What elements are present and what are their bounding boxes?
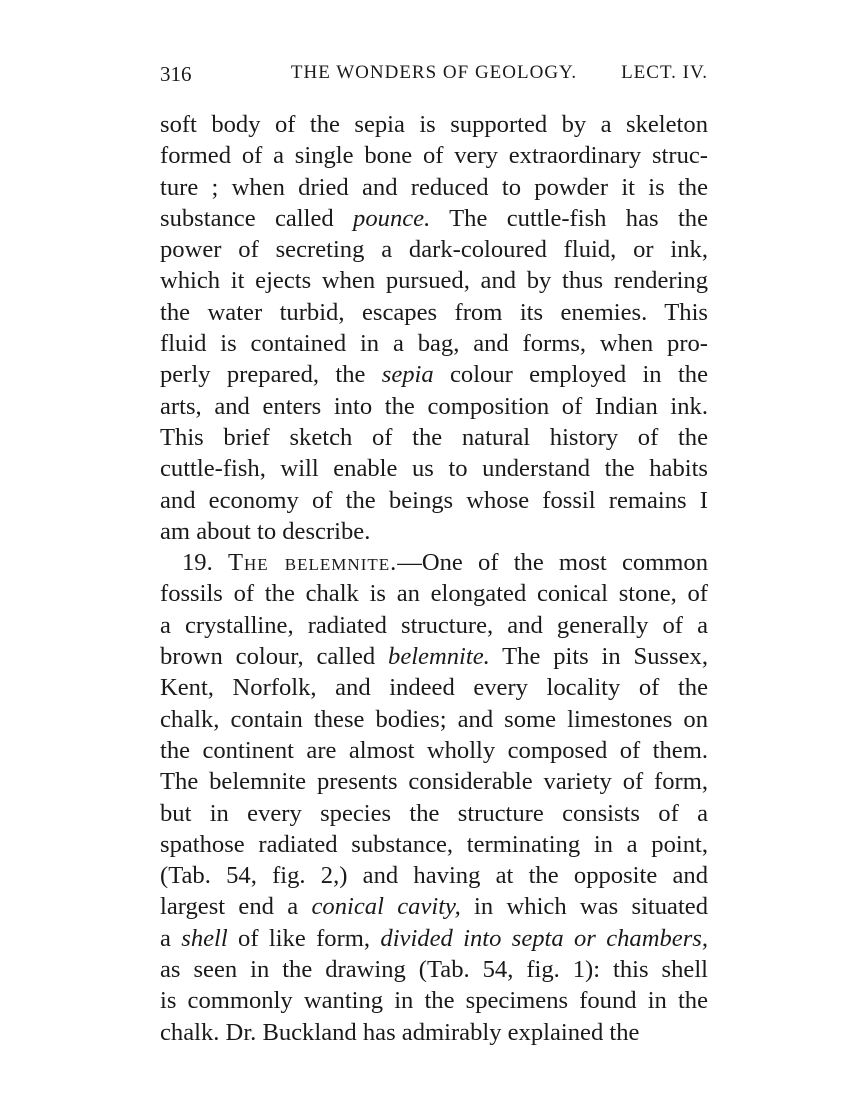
text-span: am about to describe. [160, 517, 371, 545]
text-line [160, 453, 708, 484]
text-span: The belemnite presents considerable variety of form, [160, 768, 708, 796]
text-line [160, 422, 708, 453]
text-span: soft body of the sepia is supported by a skeleton [160, 111, 708, 138]
text-span: perly prepared, the [160, 361, 382, 389]
text-span: which it ejects when pursued, and by thus rendering [160, 267, 708, 295]
text-span: substance called [160, 204, 354, 232]
text-span: chalk. Dr. Buckland has admirably explained the [160, 1018, 640, 1046]
text-line [160, 109, 708, 140]
page-number: 316 [160, 62, 192, 86]
text-span: of like form, [227, 924, 381, 952]
text-span: but in every species the structure consists of a [160, 799, 708, 827]
text-line [160, 547, 708, 578]
text-line [160, 485, 708, 516]
text-line [160, 516, 708, 547]
text-span: a [160, 924, 182, 952]
italic-term: pounce. [353, 204, 431, 232]
body-text [160, 109, 708, 1048]
text-span: The pits in Sussex, [489, 643, 708, 671]
text-span: as seen in the drawing (Tab. 54, fig. 1): this shell [160, 956, 708, 984]
text-span: This brief sketch of the natural history of the [160, 423, 708, 451]
text-span: formed of a single bone of very extraordinary struc- [160, 142, 708, 170]
text-span: —One of the most common [397, 549, 709, 577]
text-span: is commonly wanting in the specimens found in the [160, 987, 708, 1015]
text-span: a crystalline, radiated structure, and generally of a [160, 611, 708, 639]
italic-term: divided into septa or chambers, [380, 924, 708, 952]
italic-term: belemnite. [388, 643, 490, 671]
italic-term: conical cavity, [311, 893, 461, 921]
text-span: largest end a [160, 893, 312, 921]
text-line [160, 954, 708, 985]
text-span: the water turbid, escapes from its enemies. This [160, 298, 708, 326]
text-span: in which was situated [460, 893, 708, 921]
text-span: the continent are almost wholly composed of them. [160, 736, 708, 764]
text-line [160, 704, 708, 735]
text-line [160, 391, 708, 422]
text-line [160, 672, 708, 703]
italic-term: shell [181, 924, 228, 952]
text-span: spathose radiated substance, terminating in a point, [160, 830, 708, 858]
text-line [160, 359, 708, 390]
running-title: THE WONDERS OF GEOLOGY. [290, 62, 578, 83]
text-span: brown colour, called [160, 643, 389, 671]
text-span: fossils of the chalk is an elongated conical stone, of [160, 580, 708, 608]
text-line [160, 641, 708, 672]
text-span: arts, and enters into the composition of Indian ink. [160, 392, 708, 420]
italic-term: sepia [381, 361, 434, 389]
text-line [160, 923, 708, 954]
text-span: chalk, contain these bodies; and some limestones on [160, 705, 708, 733]
text-span: fluid is contained in a bag, and forms, when pro- [160, 330, 708, 358]
text-line [160, 798, 708, 829]
text-span: colour employed in the [433, 361, 708, 389]
text-line [160, 172, 708, 203]
text-line [160, 140, 708, 171]
lecture-label: LECT. IV. [621, 62, 708, 83]
text-span: (Tab. 54, fig. 2,) and having at the opposite and [160, 862, 708, 890]
text-span: ture ; when dried and reduced to powder it is the [160, 173, 708, 201]
text-span: and economy of the beings whose fossil remains I [160, 486, 708, 514]
text-span: The cuttle-fish has the [430, 204, 708, 232]
text-span: 19. [182, 549, 228, 577]
text-line [160, 328, 708, 359]
text-line [160, 735, 708, 766]
text-line [160, 860, 708, 891]
text-span: power of secreting a dark-coloured fluid, or ink, [160, 236, 708, 264]
text-line [160, 297, 708, 328]
text-line [160, 578, 708, 609]
text-span: Kent, Norfolk, and indeed every locality of the [160, 674, 708, 702]
text-line [160, 829, 708, 860]
text-line [160, 265, 708, 296]
text-span: cuttle-fish, will enable us to understand the habits [160, 455, 708, 483]
text-line [160, 203, 708, 234]
text-line [160, 234, 708, 265]
text-line [160, 610, 708, 641]
running-header [160, 62, 708, 90]
section-heading: The belemnite. [227, 549, 398, 577]
text-line [160, 1017, 708, 1048]
text-line [160, 985, 708, 1016]
text-line [160, 766, 708, 797]
text-line [160, 891, 708, 922]
